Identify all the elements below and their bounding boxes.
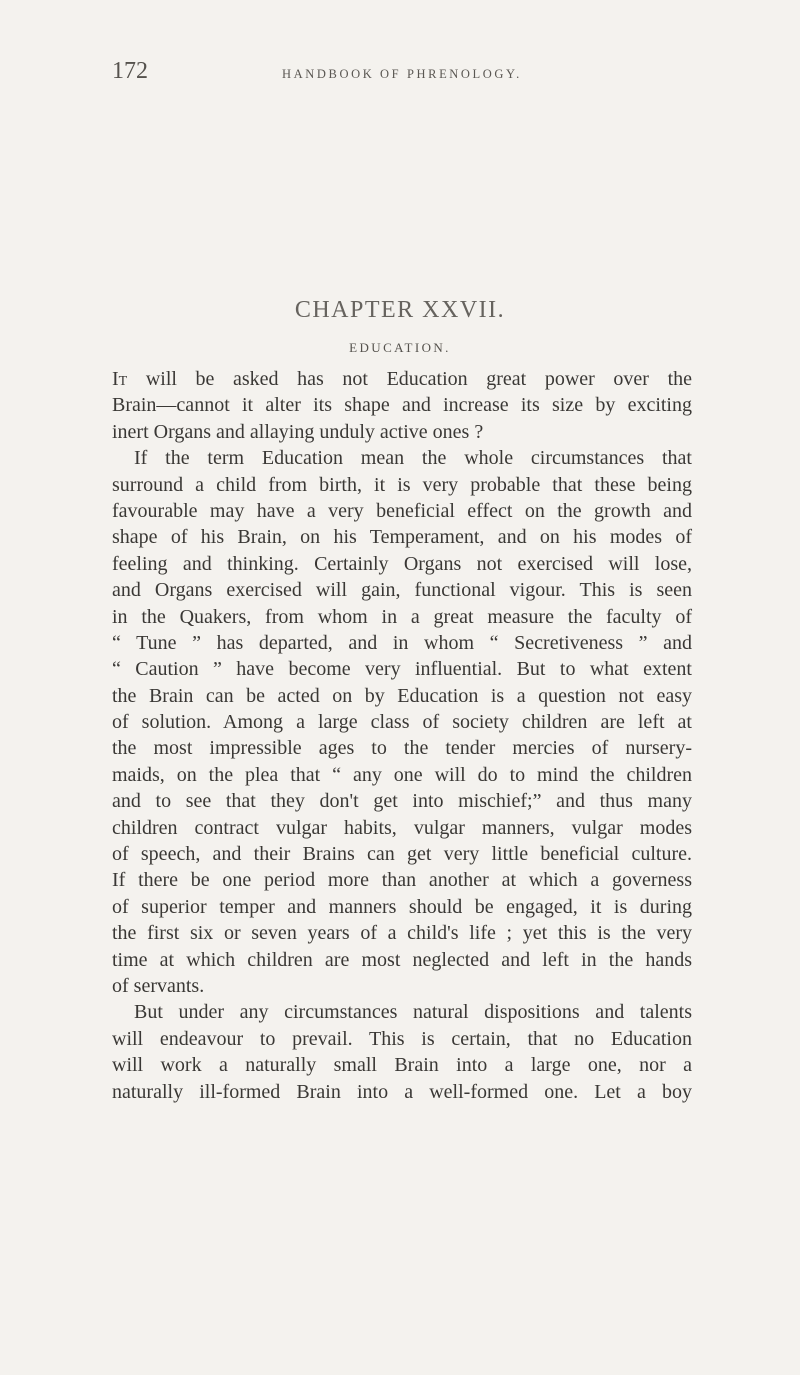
text-line: in the Quakers, from whom in a great measure the faculty of — [112, 605, 692, 628]
text-line: of servants. — [112, 974, 205, 997]
text-line: and Organs exercised will gain, functional vigour. This is seen — [112, 579, 692, 602]
text-line: children contract vulgar habits, vulgar manners, vulgar modes — [112, 816, 692, 839]
text-line: of superior temper and manners should be engaged, it is during — [112, 895, 692, 918]
text-line: naturally ill-formed Brain into a well-formed one. Let a boy — [112, 1080, 692, 1103]
text-line: and to see that they don't get into mischief;” and thus many — [112, 790, 692, 813]
text-line: favourable may have a very beneficial effect on the growth and — [112, 499, 692, 522]
text-line: It will be asked has not Education great power over the — [112, 368, 692, 390]
text-line: inert Organs and allaying unduly active ones ? — [112, 420, 484, 443]
text-line: “ Caution ” have become very influential. But to what extent — [112, 658, 692, 681]
running-head — [112, 58, 712, 88]
drop-word: It — [112, 368, 128, 390]
text-line: of speech, and their Brains can get very little beneficial culture. — [112, 843, 692, 866]
text-line: the first six or seven years of a child's life ; yet this is the very — [112, 922, 692, 945]
page-number: 172 — [112, 58, 148, 84]
section-title: EDUCATION. — [349, 340, 451, 355]
text-line: will work a naturally small Brain into a large one, nor a — [112, 1054, 692, 1077]
body-text — [112, 366, 692, 1105]
text-line: surround a child from birth, it is very probable that these being — [112, 473, 692, 496]
text-line: time at which children are most neglected and left in the hands — [112, 948, 692, 971]
text-line: “ Tune ” has departed, and in whom “ Secretiveness ” and — [112, 631, 692, 654]
text-line: shape of his Brain, on his Temperament, and on his modes of — [112, 526, 692, 549]
text-line: the most impressible ages to the tender mercies of nursery- — [112, 737, 692, 760]
text-line: the Brain can be acted on by Education is a question not easy — [112, 684, 692, 707]
text-line: will endeavour to prevail. This is certain, that no Education — [112, 1027, 692, 1050]
text-line: If the term Education mean the whole circumstances that — [134, 447, 692, 470]
text-line: feeling and thinking. Certainly Organs not exercised will lose, — [112, 552, 692, 575]
chapter-title: CHAPTER XXVII. — [294, 297, 506, 323]
text-line: But under any circumstances natural dispositions and talents — [134, 1001, 692, 1024]
text-line: If there be one period more than another at which a governess — [112, 869, 692, 892]
running-title: HANDBOOK OF PHRENOLOGY. — [282, 67, 522, 81]
text-line: Brain—cannot it alter its shape and increase its size by exciting — [112, 394, 692, 417]
text-line: of solution. Among a large class of society children are left at — [112, 711, 692, 734]
text-line: maids, on the plea that “ any one will do to mind the children — [112, 763, 692, 786]
